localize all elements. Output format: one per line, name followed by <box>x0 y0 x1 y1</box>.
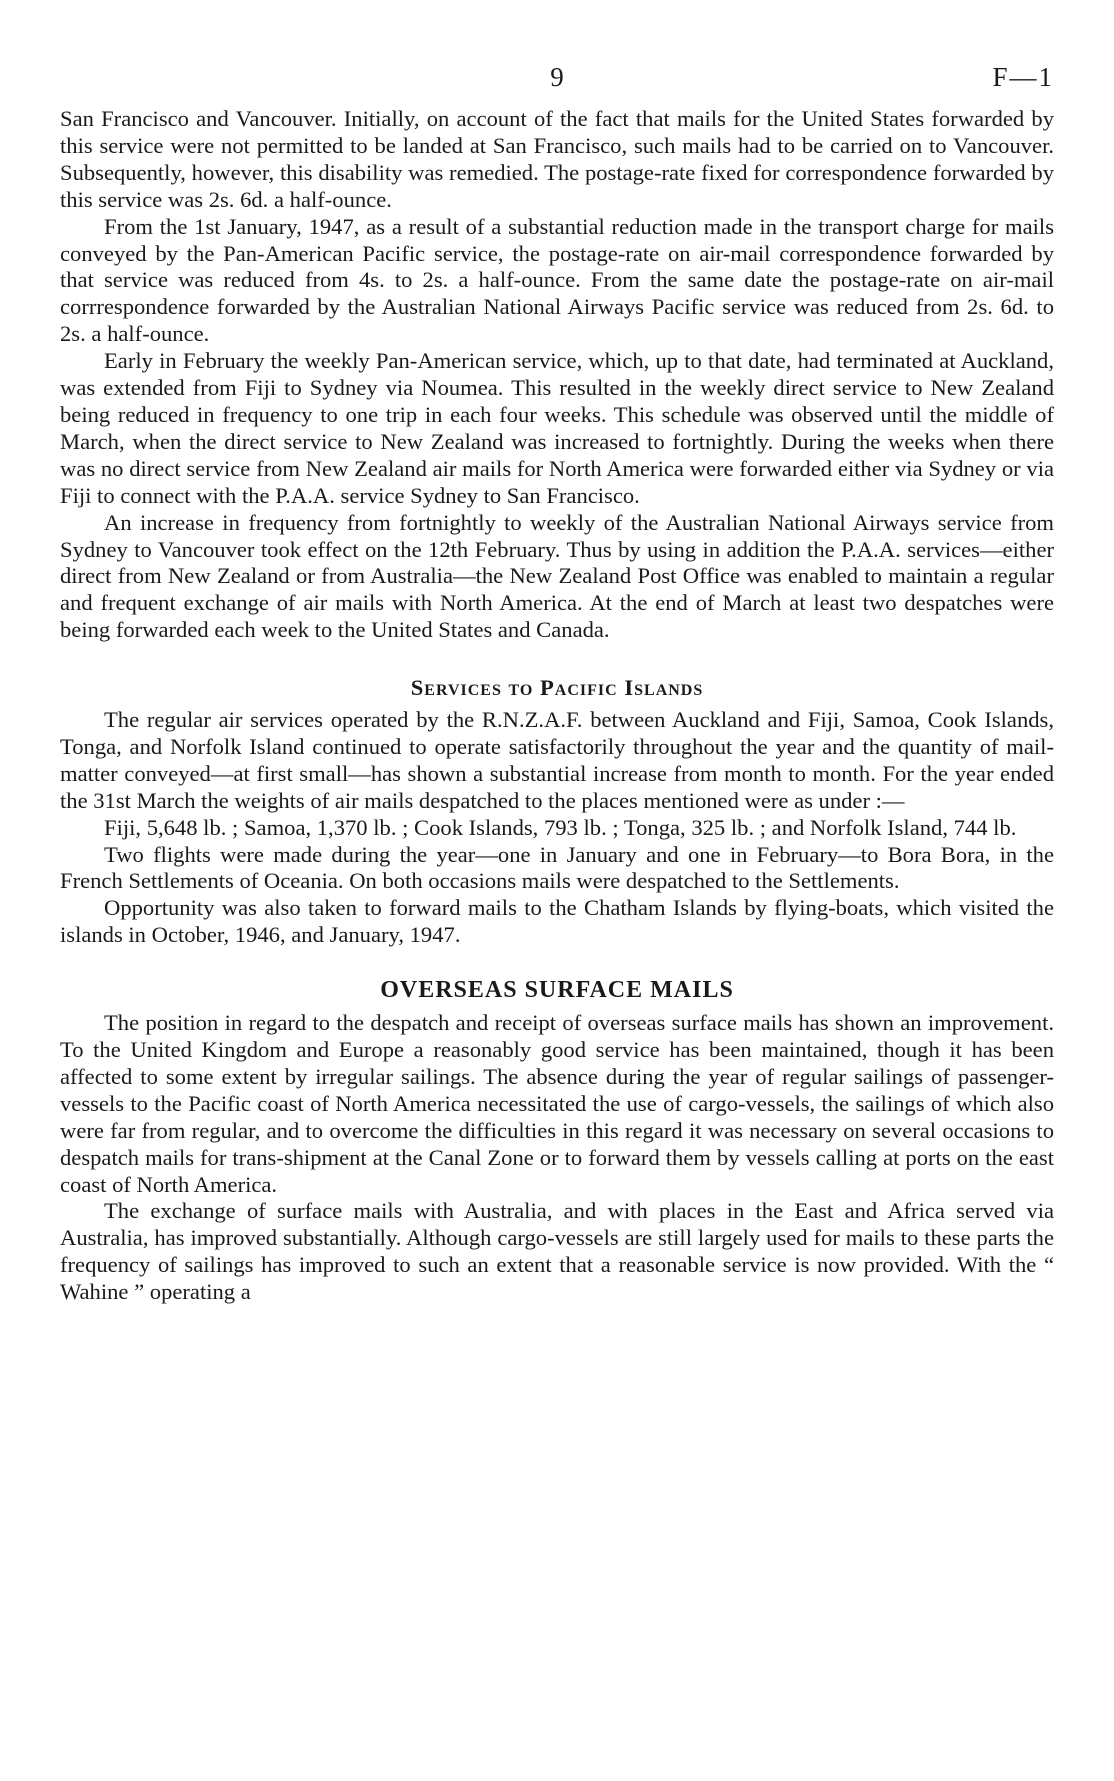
paragraph-pan-american-extension: Early in February the weekly Pan-American service, which, up to that date, had terminated at Auckland, was extended from Fiji to Sydney via Noumea. This resulted in the weekly direct service to New Zealand being reduced in frequency to one trip in each four weeks. This schedule was observed until the middle of March, when the direct service to New Zealand was increased to fortnightly. During the weeks when there was no direct service from New Zealand air mails for North America were forwarded either via Sydney or via Fiji to connect with the P.A.A. service Sydney to San Francisco. <box>60 348 1054 508</box>
paragraph-raf-services: The regular air services operated by the R.N.Z.A.F. between Auckland and Fiji, Samoa, Cook Islands, Tonga, and Norfolk Island continued to operate satisfactorily throughout the year and the quantity of mail-matter conveyed—at first small—has shown a substantial increase from month to month. For the year ended the 31st March the weights of air mails despatched to the places mentioned were as under :— <box>60 707 1054 813</box>
paragraph-continued: San Francisco and Vancouver. Initially, on account of the fact that mails for the United States forwarded by this service were not permitted to be landed at San Francisco, such mails had to be carried on to Vancouver. Subsequently, however, this disability was remedied. The postage-rate fixed for correspondence forwarded by this service was 2s. 6d. a half-ounce. <box>60 106 1054 212</box>
paragraph-frequency-increase: An increase in frequency from fortnightly to weekly of the Australian National Airways service from Sydney to Vancouver took effect on the 12th February. Thus by using in addition the P.A.A. services—either direct from New Zealand or from Australia—the New Zealand Post Office was enabled to maintain a regular and frequent exchange of air mails with North America. At the end of March at least two despatches were being forwarded each week to the United States and Canada. <box>60 509 1054 643</box>
page-number: 9 <box>550 62 564 92</box>
paragraph-surface-mails-position: The position in regard to the despatch and receipt of overseas surface mails has shown an improvement. To the United Kingdom and Europe a reasonably good service has been maintained, though it has been affected to some extent by irregular sailings. The absence during the year of regular sailings of passenger-vessels to the Pacific coast of North America necessitated the use of cargo-vessels, the sailings of which also were far from regular, and to overcome the difficulties in this regard it was necessary on several occasions to despatch mails for trans-shipment at the Canal Zone or to forward them by vessels calling at ports on the east coast of North America. <box>60 1010 1054 1197</box>
paragraph-mail-weights: Fiji, 5,648 lb. ; Samoa, 1,370 lb. ; Cook Islands, 793 lb. ; Tonga, 325 lb. ; and Norfolk Island, 744 lb. <box>104 814 1017 840</box>
section-heading-overseas-surface-mails: OVERSEAS SURFACE MAILS <box>380 977 734 1004</box>
section-heading-pacific-islands: Services to Pacific Islands <box>410 675 704 701</box>
page-reference: F—1 <box>992 62 1054 92</box>
paragraph-chatham-islands: Opportunity was also taken to forward mails to the Chatham Islands by flying-boats, which visited the islands in October, 1946, and January, 1947. <box>60 895 1054 948</box>
paragraph-bora-bora-flights: Two flights were made during the year—one in January and one in February—to Bora Bora, in the French Settlements of Oceania. On both occasions mails were despatched to the Settlements. <box>60 841 1054 894</box>
paragraph-postage-reduction: From the 1st January, 1947, as a result of a substantial reduction made in the transport charge for mails conveyed by the Pan-American Pacific service, the postage-rate on air-mail correspondence forwarded by that service was reduced from 4s. to 2s. a half-ounce. From the same date the postage-rate on air-mail corrrespondence forwarded by the Australian National Airways Pacific service was reduced from 2s. 6d. to 2s. a half-ounce. <box>60 213 1054 347</box>
document-page <box>60 62 1054 1306</box>
paragraph-australia-exchange: The exchange of surface mails with Australia, and with places in the East and Africa served via Australia, has improved substantially. Although cargo-vessels are still largely used for mails to these parts the frequency of sailings has improved to such an extent that a reasonable service is now provided. With the “ Wahine ” operating a <box>60 1198 1054 1305</box>
running-head <box>60 62 1054 106</box>
